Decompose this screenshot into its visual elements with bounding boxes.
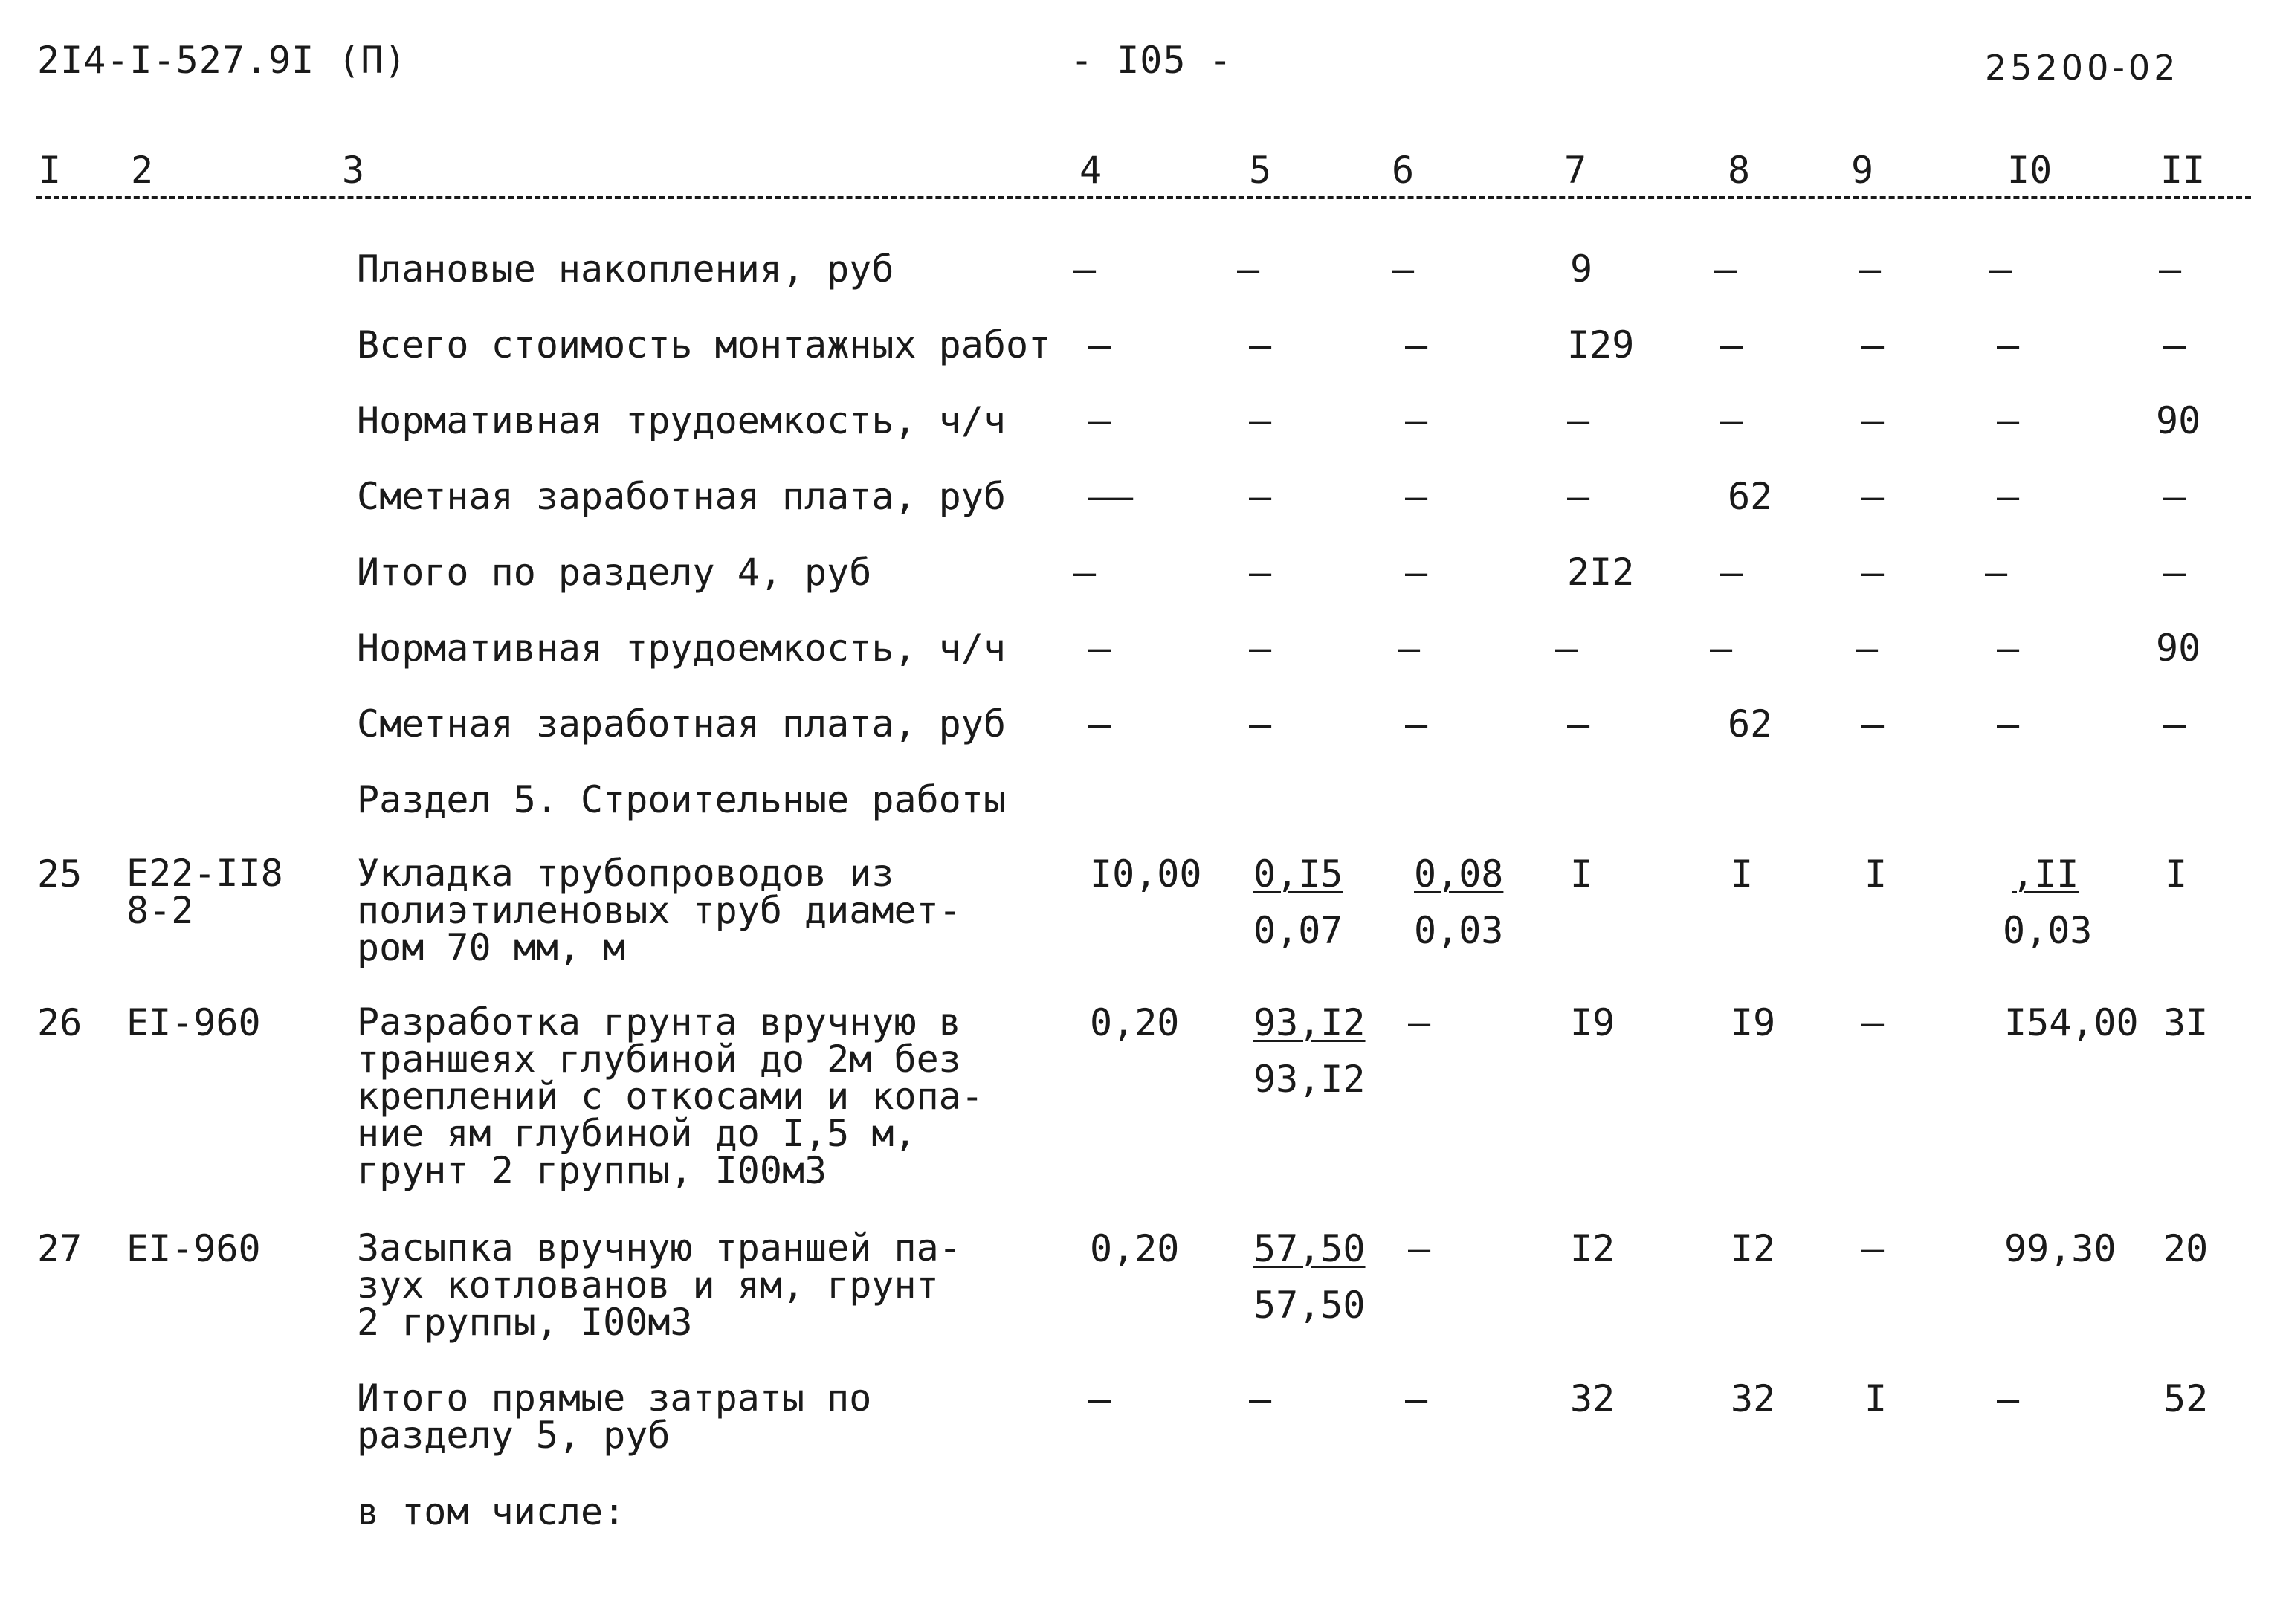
cell-c9: I — [1864, 853, 1888, 896]
item-description: Разработка грунта вручную в траншеях глубиной до 2м без креплений с откосами и копа- ние ям глубиной до I,5 м, грунт 2 группы, I00м3 — [357, 1000, 984, 1192]
c6-top: 0,08 — [1414, 853, 1504, 896]
cell-c9: – — [1856, 627, 1879, 670]
col-6: 6 — [1392, 149, 1415, 192]
cell-c9: – — [1861, 702, 1885, 745]
including-label: в том числе: — [357, 1490, 626, 1533]
cell-c7: – — [1567, 399, 1590, 442]
cell-c8: – — [1720, 551, 1743, 594]
col-8: 8 — [1728, 149, 1751, 192]
cell-c8: I9 — [1731, 1001, 1776, 1044]
cell-c4: 0,20 — [1090, 1001, 1180, 1044]
cell-c4: – — [1073, 551, 1097, 594]
row-description: Нормативная трудоемкость, ч/ч — [357, 627, 1006, 670]
cell-c4: – — [1088, 1377, 1111, 1420]
cell-c7: I29 — [1567, 323, 1635, 366]
cell-c10-fraction — [2003, 846, 2092, 959]
col-5: 5 — [1249, 149, 1272, 192]
item-number: 25 — [37, 853, 83, 896]
cell-c10: – — [1997, 1377, 2020, 1420]
cell-c11: – — [2163, 551, 2186, 594]
c5-top: 57,50 — [1253, 1227, 1366, 1270]
row-description: Нормативная трудоемкость, ч/ч — [357, 399, 1006, 442]
cell-c9: – — [1861, 323, 1885, 366]
cell-c6-fraction — [1414, 846, 1503, 959]
cell-c4: – — [1088, 627, 1111, 670]
c5-bottom: 0,07 — [1253, 909, 1343, 952]
cell-c5: – — [1237, 248, 1260, 291]
cell-c11: I — [2165, 853, 2188, 896]
cell-c5: – — [1249, 399, 1272, 442]
cell-c10: – — [1997, 399, 2020, 442]
col-7: 7 — [1564, 149, 1587, 192]
cell-c5-fraction — [1253, 1220, 1366, 1333]
item-description: Засыпка вручную траншей па- зух котлованов и ям, грунт 2 группы, I00м3 — [357, 1226, 961, 1344]
cell-c9: – — [1859, 248, 1882, 291]
c5-bottom: 57,50 — [1253, 1284, 1366, 1327]
cell-c5: – — [1249, 627, 1272, 670]
cell-c8: – — [1714, 248, 1737, 291]
c5-top: 0,I5 — [1253, 853, 1343, 896]
cell-c5: – — [1249, 702, 1272, 745]
cell-c7: I2 — [1570, 1227, 1615, 1270]
cell-c8: 32 — [1731, 1377, 1776, 1420]
cell-c6: – — [1405, 475, 1428, 518]
cell-c10: – — [1985, 551, 2008, 594]
cell-c5: – — [1249, 323, 1272, 366]
col-4: 4 — [1079, 149, 1102, 192]
cell-c10: I54,00 — [2004, 1001, 2139, 1044]
cell-c11: 3I — [2163, 1001, 2209, 1044]
cell-c4: – — [1088, 702, 1111, 745]
cell-c7: I — [1570, 853, 1593, 896]
col-3: 3 — [342, 149, 365, 192]
item-description: Укладка трубопроводов из полиэтиленовых труб диамет- ром 70 мм, м — [357, 852, 961, 969]
cell-c6: – — [1392, 248, 1415, 291]
document-code: 2I4-I-527.9I (П) — [37, 39, 407, 82]
cell-c7: – — [1555, 627, 1578, 670]
item-code: EI-960 — [126, 1001, 261, 1044]
cell-c11: – — [2163, 702, 2186, 745]
cell-c9: – — [1861, 1227, 1885, 1270]
cell-c9: – — [1861, 399, 1885, 442]
cell-c7: 32 — [1570, 1377, 1615, 1420]
cell-c6: – — [1405, 1377, 1428, 1420]
cell-c5-fraction — [1253, 846, 1343, 959]
cell-c10: – — [1989, 248, 2012, 291]
cell-c5: – — [1249, 551, 1272, 594]
cell-c11: 52 — [2163, 1377, 2209, 1420]
cell-c7: I9 — [1570, 1001, 1615, 1044]
cell-c9: – — [1861, 475, 1885, 518]
document-stamp: 25200-02 — [1985, 48, 2180, 88]
row-description: Всего стоимость монтажных работ — [357, 323, 1051, 366]
cell-c7: 9 — [1570, 248, 1593, 291]
cell-c11: – — [2163, 475, 2186, 518]
col-10: I0 — [2007, 149, 2053, 192]
cell-c7: – — [1567, 702, 1590, 745]
page-number: - I05 - — [1071, 39, 1233, 82]
cell-c4: – — [1073, 248, 1097, 291]
cell-c10: 99,30 — [2004, 1227, 2116, 1270]
cell-c6: – — [1405, 702, 1428, 745]
item-code: E22-II8 8-2 — [126, 852, 283, 932]
cell-c8: I2 — [1731, 1227, 1776, 1270]
cell-c6: – — [1408, 1001, 1431, 1044]
row-description: Итого по разделу 4, руб — [357, 551, 872, 594]
cell-c10: – — [1997, 475, 2020, 518]
cell-c11: 90 — [2156, 627, 2201, 670]
cell-c4: –– — [1088, 475, 1134, 518]
cell-c11: 20 — [2163, 1227, 2209, 1270]
cell-c8: – — [1720, 399, 1743, 442]
cell-c6: – — [1405, 551, 1428, 594]
cell-c4: – — [1088, 323, 1111, 366]
cell-c11: 90 — [2156, 399, 2201, 442]
cell-c7: – — [1567, 475, 1590, 518]
cell-c10: – — [1997, 323, 2020, 366]
section-5-title: Раздел 5. Строительные работы — [357, 778, 1006, 821]
item-number: 26 — [37, 1001, 83, 1044]
row-description: Сметная заработная плата, руб — [357, 475, 1006, 518]
c10-top: ,II — [2012, 853, 2079, 896]
total-description: Итого прямые затраты по разделу 5, руб — [357, 1376, 872, 1457]
item-number: 27 — [37, 1227, 83, 1270]
cell-c4: 0,20 — [1090, 1227, 1180, 1270]
cell-c6: – — [1398, 627, 1421, 670]
cell-c8: – — [1710, 627, 1733, 670]
col-9: 9 — [1851, 149, 1874, 192]
c5-bottom: 93,I2 — [1253, 1058, 1366, 1101]
cell-c9: – — [1861, 551, 1885, 594]
cell-c8: 62 — [1728, 702, 1773, 745]
col-11: II — [2160, 149, 2206, 192]
cell-c10: – — [1997, 627, 2020, 670]
cell-c11: – — [2163, 323, 2186, 366]
cell-c5-fraction — [1253, 994, 1366, 1107]
col-2: 2 — [131, 149, 154, 192]
header-divider — [36, 196, 2251, 199]
cell-c7: 2I2 — [1567, 551, 1635, 594]
cell-c6: – — [1408, 1227, 1431, 1270]
cell-c9: – — [1861, 1001, 1885, 1044]
cell-c9: I — [1864, 1377, 1888, 1420]
cell-c8: I — [1731, 853, 1754, 896]
c5-top: 93,I2 — [1253, 1001, 1366, 1044]
cell-c6: – — [1405, 323, 1428, 366]
c6-bottom: 0,03 — [1414, 909, 1504, 952]
row-description: Сметная заработная плата, руб — [357, 702, 1006, 745]
column-numbers — [0, 149, 2283, 201]
cell-c8: 62 — [1728, 475, 1773, 518]
item-code: EI-960 — [126, 1227, 261, 1270]
cell-c6: – — [1405, 399, 1428, 442]
cell-c4: – — [1088, 399, 1111, 442]
cell-c11: – — [2159, 248, 2182, 291]
cell-c4: I0,00 — [1090, 853, 1202, 896]
cell-c8: – — [1720, 323, 1743, 366]
cell-c10: – — [1997, 702, 2020, 745]
row-description: Плановые накопления, руб — [357, 248, 894, 291]
cell-c5: – — [1249, 475, 1272, 518]
col-1: I — [39, 149, 62, 192]
cell-c5: – — [1249, 1377, 1272, 1420]
c10-bottom: 0,03 — [2003, 909, 2093, 952]
